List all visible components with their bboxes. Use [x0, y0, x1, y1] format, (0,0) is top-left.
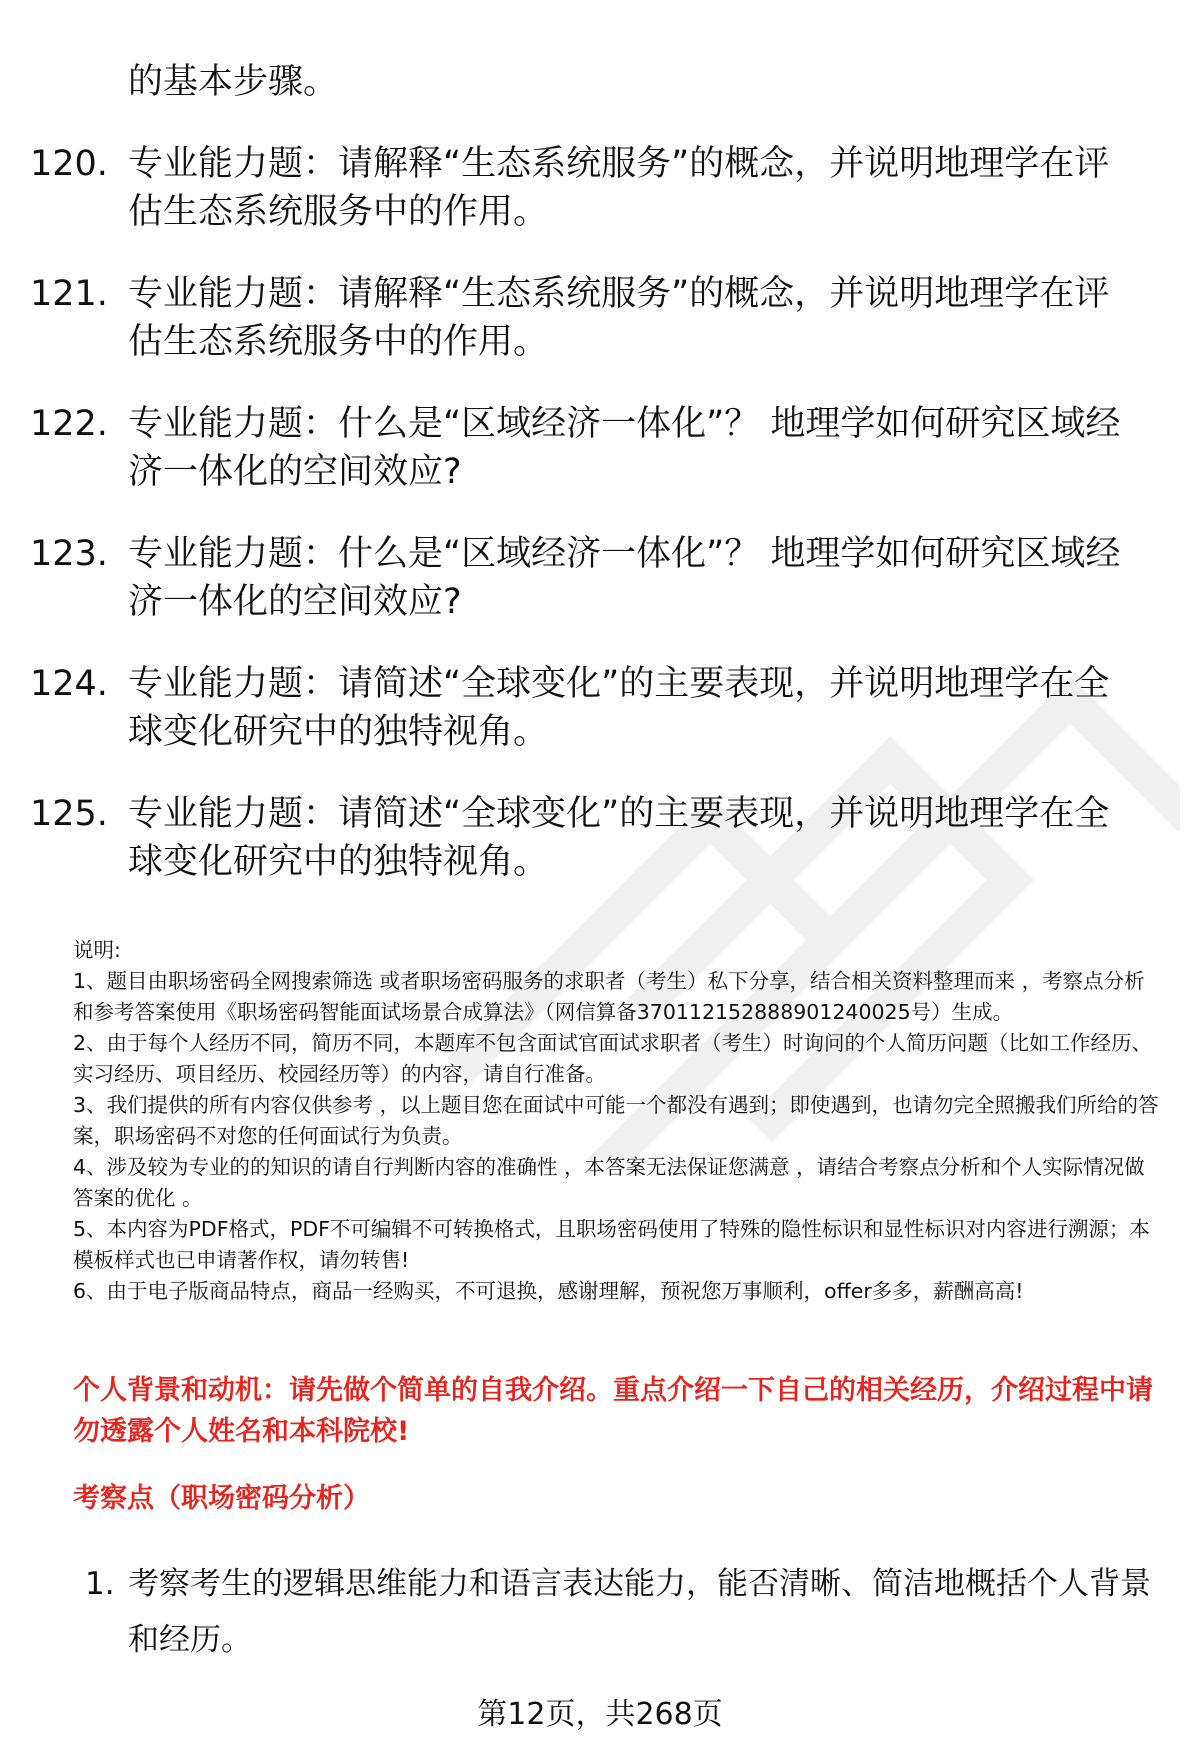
analysis-heading: 考察点（职场密码分析） [73, 1483, 370, 1514]
question-item [30, 400, 1170, 496]
question-item [30, 530, 1170, 626]
question-number: 124. [30, 664, 108, 704]
note-item: 2、由于每个人经历不同，简历不同，本题库不包含面试官面试求职者（考生）时询问的个人简历问题（比如工作经历、实习经历、项目经历、校园经历等）的内容，请自行准备。 [73, 1031, 1153, 1086]
question-number: 123. [30, 534, 108, 574]
question-number: 122. [30, 404, 108, 444]
question-item [30, 270, 1170, 366]
featured-question: 个人背景和动机：请先做个简单的自我介绍。重点介绍一下自己的相关经历，介绍过程中请勿透露个人姓名和本科院校! [73, 1375, 1153, 1447]
note-item: 1、题目由职场密码全网搜索筛选 或者职场密码服务的求职者（考生）私下分享，结合相关资料整理而来 ，考察点分析和参考答案使用《职场密码智能面试场景合成算法》（网信算备370112152888901240025号）生成。 [73, 969, 1145, 1024]
analysis-item [85, 1556, 1165, 1668]
note-item: 3、我们提供的所有内容仅供参考 ，以上题目您在面试中可能一个都没有遇到；即使遇到，也请勿完全照搬我们所给的答案，职场密码不对您的任何面试行为负责。 [73, 1093, 1159, 1148]
analysis-text: 考察考生的逻辑思维能力和语言表达能力，能否清晰、简洁地概括个人背景和经历。 [128, 1566, 1151, 1658]
question-text: 专业能力题：请解释“生态系统服务”的概念，并说明地理学在评估生态系统服务中的作用。 [128, 144, 1110, 232]
question-text: 专业能力题：请简述“全球变化”的主要表现，并说明地理学在全球变化研究中的独特视角。 [128, 794, 1110, 882]
note-item: 4、涉及较为专业的的知识的请自行判断内容的准确性 ，本答案无法保证您满意 ，请结合考察点分析和个人实际情况做答案的优化 。 [73, 1155, 1145, 1210]
notes-section [73, 935, 1163, 1307]
question-number: 125. [30, 794, 108, 834]
question-number: 120. [30, 144, 108, 184]
notes-title: 说明: [73, 938, 121, 962]
analysis-number: 1. [85, 1566, 115, 1602]
question-text: 专业能力题：什么是“区域经济一体化”？ 地理学如何研究区域经济一体化的空间效应? [128, 534, 1121, 622]
continuation-text: 的基本步骤。 [128, 62, 339, 102]
note-item: 6、由于电子版商品特点，商品一经购买，不可退换，感谢理解，预祝您万事顺利，offer多多，薪酬高高! [73, 1279, 1024, 1303]
question-text: 专业能力题：请解释“生态系统服务”的概念，并说明地理学在评估生态系统服务中的作用。 [128, 274, 1110, 362]
note-item: 5、本内容为PDF格式，PDF不可编辑不可转换格式，且职场密码使用了特殊的隐性标识和显性标识对内容进行溯源；本模板样式也已申请著作权，请勿转售! [73, 1217, 1150, 1272]
question-item [30, 790, 1170, 886]
question-text: 专业能力题：什么是“区域经济一体化”？ 地理学如何研究区域经济一体化的空间效应? [128, 404, 1121, 492]
question-number: 121. [30, 274, 108, 314]
question-item [30, 660, 1170, 756]
page-footer: 第12页，共268页 [477, 1697, 723, 1732]
question-item [30, 140, 1170, 236]
question-list [30, 140, 1170, 920]
question-text: 专业能力题：请简述“全球变化”的主要表现，并说明地理学在全球变化研究中的独特视角。 [128, 664, 1110, 752]
